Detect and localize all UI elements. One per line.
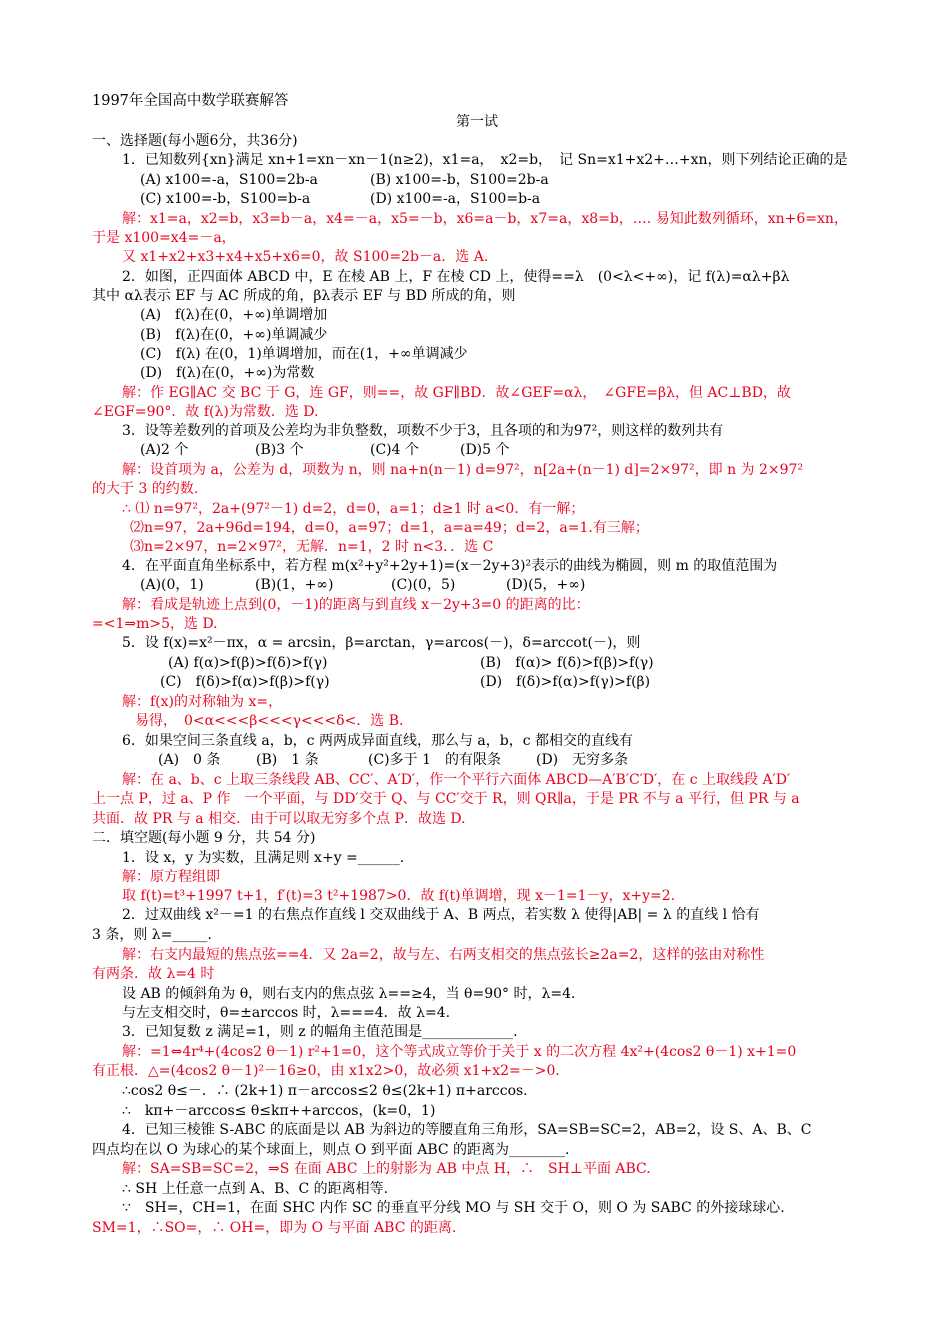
f4-stem-line1: 4．已知三棱锥 S-ABC 的底面是以 AB 为斜边的等腰直角三角形，SA=SB=SC=2，AB=2，设 S、A、B、C xyxy=(122,1122,812,1138)
q1-solution-line3: 又 x1+x2+x3+x4+x5+x6=0，故 S100=2b－a．选 A. xyxy=(122,249,489,265)
q2-solution-line2: ∠EGF=90°．故 f(λ)为常数．选 D. xyxy=(92,404,319,420)
q4-option-c: (C)(0，5) xyxy=(391,577,456,593)
q5-option-a: (A) f(α)>f(β)>f(δ)>f(γ) xyxy=(168,655,328,671)
q3-option-c: (C)4 个 xyxy=(370,442,419,458)
section-title: 第一试 xyxy=(456,114,498,130)
q4-option-a: (A)(0，1) xyxy=(140,577,204,593)
q6-solution-line1: 解：在 a、b、c 上取三条线段 AB、CC′、A′D′，作一个平行六面体 ABCD—A′B′C′D′，在 c 上取线段 A′D′ xyxy=(122,772,791,788)
q2-option-a: (A) f(λ)在(0，+∞)单调增加 xyxy=(140,307,328,323)
q3-solution-line5: ⑶n=2×97，n=2×97²，无解．n=1，2 时 n<3．．选 C xyxy=(130,539,494,555)
q2-option-d: (D) f(λ)在(0，+∞)为常数 xyxy=(140,365,315,381)
f4-solution-line2: ∴ SH 上任意一点到 A、B、C 的距离相等. xyxy=(122,1181,389,1197)
f1-solution-line2: 取 f(t)=t³+1997 t+1，f′(t)=3 t²+1987>0．故 f(t)单调增，现 x－1=1－y，x+y=2. xyxy=(122,888,676,904)
q5-option-d: (D) f(δ)>f(α)>f(γ)>f(β) xyxy=(480,674,651,690)
q4-stem: 4．在平面直角坐标系中，若方程 m(x²+y²+2y+1)=(x－2y+3)²表示的曲线为椭圆，则 m 的取值范围为 xyxy=(122,558,778,574)
q4-option-d: (D)(5，+∞) xyxy=(506,577,586,593)
f3-solution-line2: 有正根．△=(4cos2 θ－1)²－16≥0，由 x1x2>0，故必须 x1+x2=－>0. xyxy=(92,1063,560,1079)
f2-stem-line2: 3 条，则 λ=_____. xyxy=(92,927,212,943)
q5-option-b: (B) f(α)> f(δ)>f(β)>f(γ) xyxy=(480,655,654,671)
document-title: 1997年全国高中数学联赛解答 xyxy=(92,93,289,109)
q3-solution-line4: ⑵n=97，2a+96d=194，d=0，a=97；d=1，a=a=49；d=2，a=1.有三解； xyxy=(130,520,649,536)
q2-solution-line1: 解：作 EG∥AC 交 BC 于 G，连 GF，则==，故 GF∥BD．故∠GEF=αλ， ∠GFE=βλ，但 AC⊥BD，故 xyxy=(122,385,791,401)
f4-solution-line1: 解：SA=SB=SC=2，⇒S 在面 ABC 上的射影为 AB 中点 H，∴ SH⊥平面 ABC. xyxy=(122,1161,651,1177)
q3-option-a: (A)2 个 xyxy=(140,442,189,458)
q5-options-row1 xyxy=(168,654,938,672)
f1-solution-line1: 解：原方程组即 xyxy=(122,869,220,885)
q5-solution-line1: 解：f(x)的对称轴为 x=， xyxy=(122,694,283,710)
q3-solution-line1: 解：设首项为 a，公差为 d，项数为 n，则 na+n(n－1) d=97²，n[2a+(n－1) d]=2×97²，即 n 为 2×97² xyxy=(122,462,804,478)
q5-options-row2 xyxy=(160,673,930,691)
q1-options-row2 xyxy=(140,190,910,208)
q4-solution-line1: 解：看成是轨迹上点到(0，－1)的距离与到直线 x－2y+3=0 的距离的比： xyxy=(122,597,590,613)
part2-heading: 二．填空题(每小题 9 分，共 54 分) xyxy=(92,830,316,846)
q5-solution-line2: 易得， 0<α<<<β<<<γ<<<δ<．选 B. xyxy=(135,713,404,729)
q4-option-b: (B)(1，+∞) xyxy=(255,577,334,593)
q1-solution-line1: 解：x1=a，x2=b，x3=b－a，x4=－a，x5=－b，x6=a－b，x7=a，x8=b，…. 易知此数列循环，xn+6=xn， xyxy=(122,211,848,227)
q1-option-d: (D) x100=-a，S100=b-a xyxy=(370,191,541,207)
q6-option-a: (A) 0 条 xyxy=(158,752,221,768)
q3-option-d: (D)5 个 xyxy=(460,442,510,458)
q3-solution-line3: ∴ ⑴ n=97²，2a+(97²－1) d=2，d=0，a=1；d≥1 时 a<0．有一解； xyxy=(122,501,585,517)
q6-options xyxy=(158,751,928,769)
q2-stem-line2: 其中 αλ表示 EF 与 AC 所成的角，βλ表示 EF 与 BD 所成的角，则 xyxy=(92,288,516,304)
f3-solution-line4: ∴ kπ+－arccos≤ θ≤kπ++arccos，(k=0，1) xyxy=(122,1103,436,1119)
part1-heading: 一、选择题(每小题6分，共36分) xyxy=(92,133,298,149)
f3-solution-line3: ∴cos2 θ≤－．∴ (2k+1) π－arccos≤2 θ≤(2k+1) π+arccos. xyxy=(122,1083,528,1099)
f2-solution-line1: 解：右支内最短的焦点弦==4．又 2a=2，故与左、右两支相交的焦点弦长≥2a=2，这样的弦由对称性 xyxy=(122,947,765,963)
q3-solution-line2: 的大于 3 的约数. xyxy=(92,481,199,497)
q4-options xyxy=(140,576,910,594)
q6-stem: 6．如果空间三条直线 a，b，c 两两成异面直线，那么与 a，b，c 都相交的直线有 xyxy=(122,733,634,749)
q1-option-c: (C) x100=-b，S100=b-a xyxy=(140,191,311,207)
q6-option-d: (D) 无穷多条 xyxy=(536,752,629,768)
q2-option-c: (C) f(λ) 在(0，1)单调增加，而在(1，+∞单调减少 xyxy=(140,346,468,362)
q4-solution-line2: =<1⇒m>5，选 D. xyxy=(92,616,218,632)
q6-solution-line2: 上一点 P，过 a、P 作 一个平面，与 DD′交于 Q、与 CC′交于 R，则 QR∥a，于是 PR 不与 a 平行，但 PR 与 a xyxy=(92,791,800,807)
q6-option-c: (C)多于 1 的有限条 xyxy=(368,752,501,768)
f4-solution-line4: SM=1，∴SO=，∴ OH=，即为 O 与平面 ABC 的距离. xyxy=(92,1220,457,1236)
f2-solution-line2: 有两条．故 λ=4 时 xyxy=(92,966,215,982)
q1-option-a: (A) x100=-a，S100=2b-a xyxy=(140,172,318,188)
f2-solution-line3: 设 AB 的倾斜角为 θ，则右支内的焦点弦 λ==≥4，当 θ=90° 时，λ=4. xyxy=(122,986,576,1002)
f1-stem: 1．设 x，y 为实数，且满足则 x+y =______. xyxy=(122,850,405,866)
f3-solution-line1: 解：=1⇔4r⁴+(4cos2 θ－1) r²+1=0，这个等式成立等价于关于 x 的二次方程 4x²+(4cos2 θ－1) x+1=0 xyxy=(122,1044,797,1060)
q3-options xyxy=(140,441,910,459)
q5-option-c: (C) f(δ)>f(α)>f(β)>f(γ) xyxy=(160,674,330,690)
q1-stem: 1．已知数列{xn}满足 xn+1=xn－xn－1(n≥2)，x1=a， x2=b， 记 Sn=x1+x2+…+xn，则下列结论正确的是 xyxy=(122,152,848,168)
q1-options-row1 xyxy=(140,171,910,189)
q3-option-b: (B)3 个 xyxy=(255,442,304,458)
q5-stem: 5．设 f(x)=x²－πx，α = arcsin，β=arctan，γ=arcos(－)，δ=arccot(－)，则 xyxy=(122,635,641,651)
q3-stem: 3．设等差数列的首项及公差均为非负整数，项数不少于3，且各项的和为97²，则这样的数列共有 xyxy=(122,423,724,439)
f2-stem-line1: 2．过双曲线 x²－=1 的右焦点作直线 l 交双曲线于 A、B 两点，若实数 λ 使得|AB| = λ 的直线 l 恰有 xyxy=(122,907,760,923)
q6-solution-line3: 共面．故 PR 与 a 相交．由于可以取无穷多个点 P．故选 D. xyxy=(92,811,466,827)
q2-stem-line1: 2．如图，正四面体 ABCD 中，E 在棱 AB 上，F 在棱 CD 上，使得==λ (0<λ<+∞)，记 f(λ)=αλ+βλ xyxy=(122,269,790,285)
q6-option-b: (B) 1 条 xyxy=(256,752,319,768)
f4-stem-line2: 四点均在以 O 为球心的某个球面上，则点 O 到平面 ABC 的距离为________. xyxy=(92,1142,570,1158)
q1-solution-line2: 于是 x100=x4=－a， xyxy=(92,230,236,246)
q2-option-b: (B) f(λ)在(0，+∞)单调减少 xyxy=(140,327,328,343)
f3-stem: 3．已知复数 z 满足=1，则 z 的幅角主值范围是_____________. xyxy=(122,1024,518,1040)
q1-option-b: (B) x100=-b，S100=2b-a xyxy=(370,172,549,188)
f2-solution-line4: 与左支相交时，θ=±arccos 时，λ===4．故 λ=4. xyxy=(122,1005,451,1021)
f4-solution-line3: ∵ SH=，CH=1，在面 SHC 内作 SC 的垂直平分线 MO 与 SH 交于 O，则 O 为 SABC 的外接球球心. xyxy=(122,1200,785,1216)
